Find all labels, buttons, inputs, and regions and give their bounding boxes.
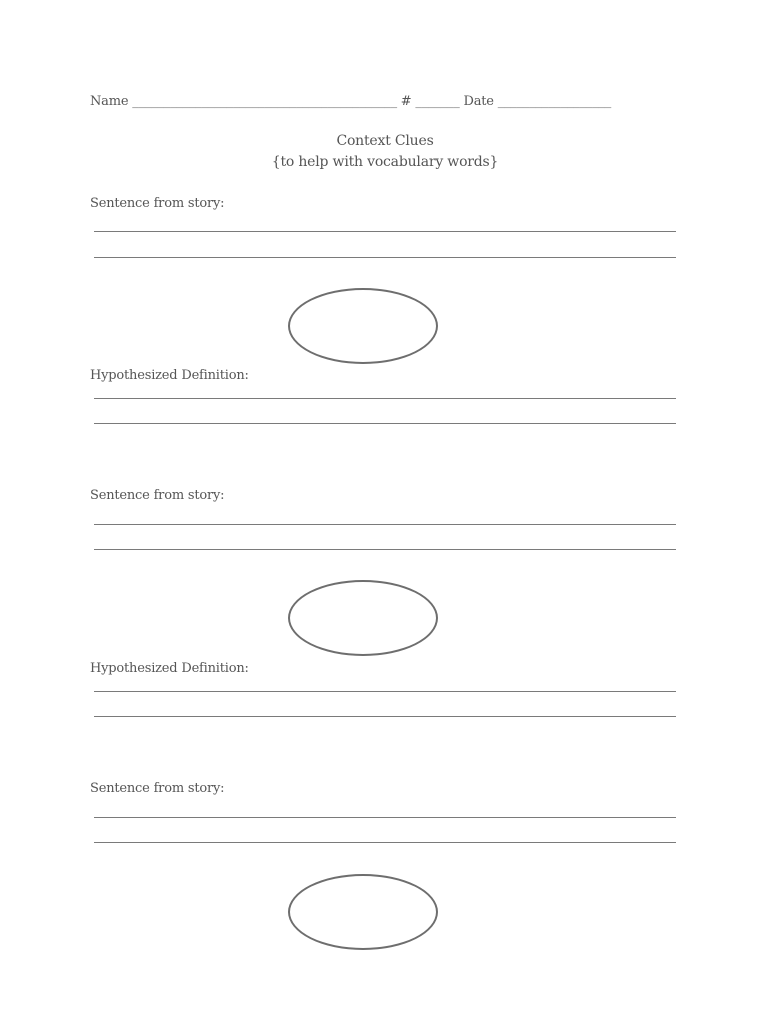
writing-line[interactable] (94, 524, 676, 525)
vocabulary-word-oval[interactable] (288, 580, 438, 656)
writing-line[interactable] (94, 549, 676, 550)
sentence-label: Sentence from story: (90, 781, 225, 796)
vocabulary-word-oval[interactable] (288, 874, 438, 950)
sentence-label: Sentence from story: (90, 196, 225, 211)
vocabulary-word-oval[interactable] (288, 288, 438, 364)
name-number-date-line: Name __________________________________________ # _______ Date __________________ (90, 94, 612, 109)
writing-line[interactable] (94, 423, 676, 424)
writing-line[interactable] (94, 231, 676, 232)
writing-line[interactable] (94, 716, 676, 717)
sentence-label: Sentence from story: (90, 488, 225, 503)
writing-line[interactable] (94, 817, 676, 818)
writing-line[interactable] (94, 398, 676, 399)
worksheet-title: Context Clues (336, 133, 434, 149)
worksheet-subtitle: {to help with vocabulary words} (271, 154, 499, 170)
definition-label: Hypothesized Definition: (90, 368, 249, 383)
writing-line[interactable] (94, 691, 676, 692)
definition-label: Hypothesized Definition: (90, 661, 249, 676)
writing-line[interactable] (94, 257, 676, 258)
writing-line[interactable] (94, 842, 676, 843)
